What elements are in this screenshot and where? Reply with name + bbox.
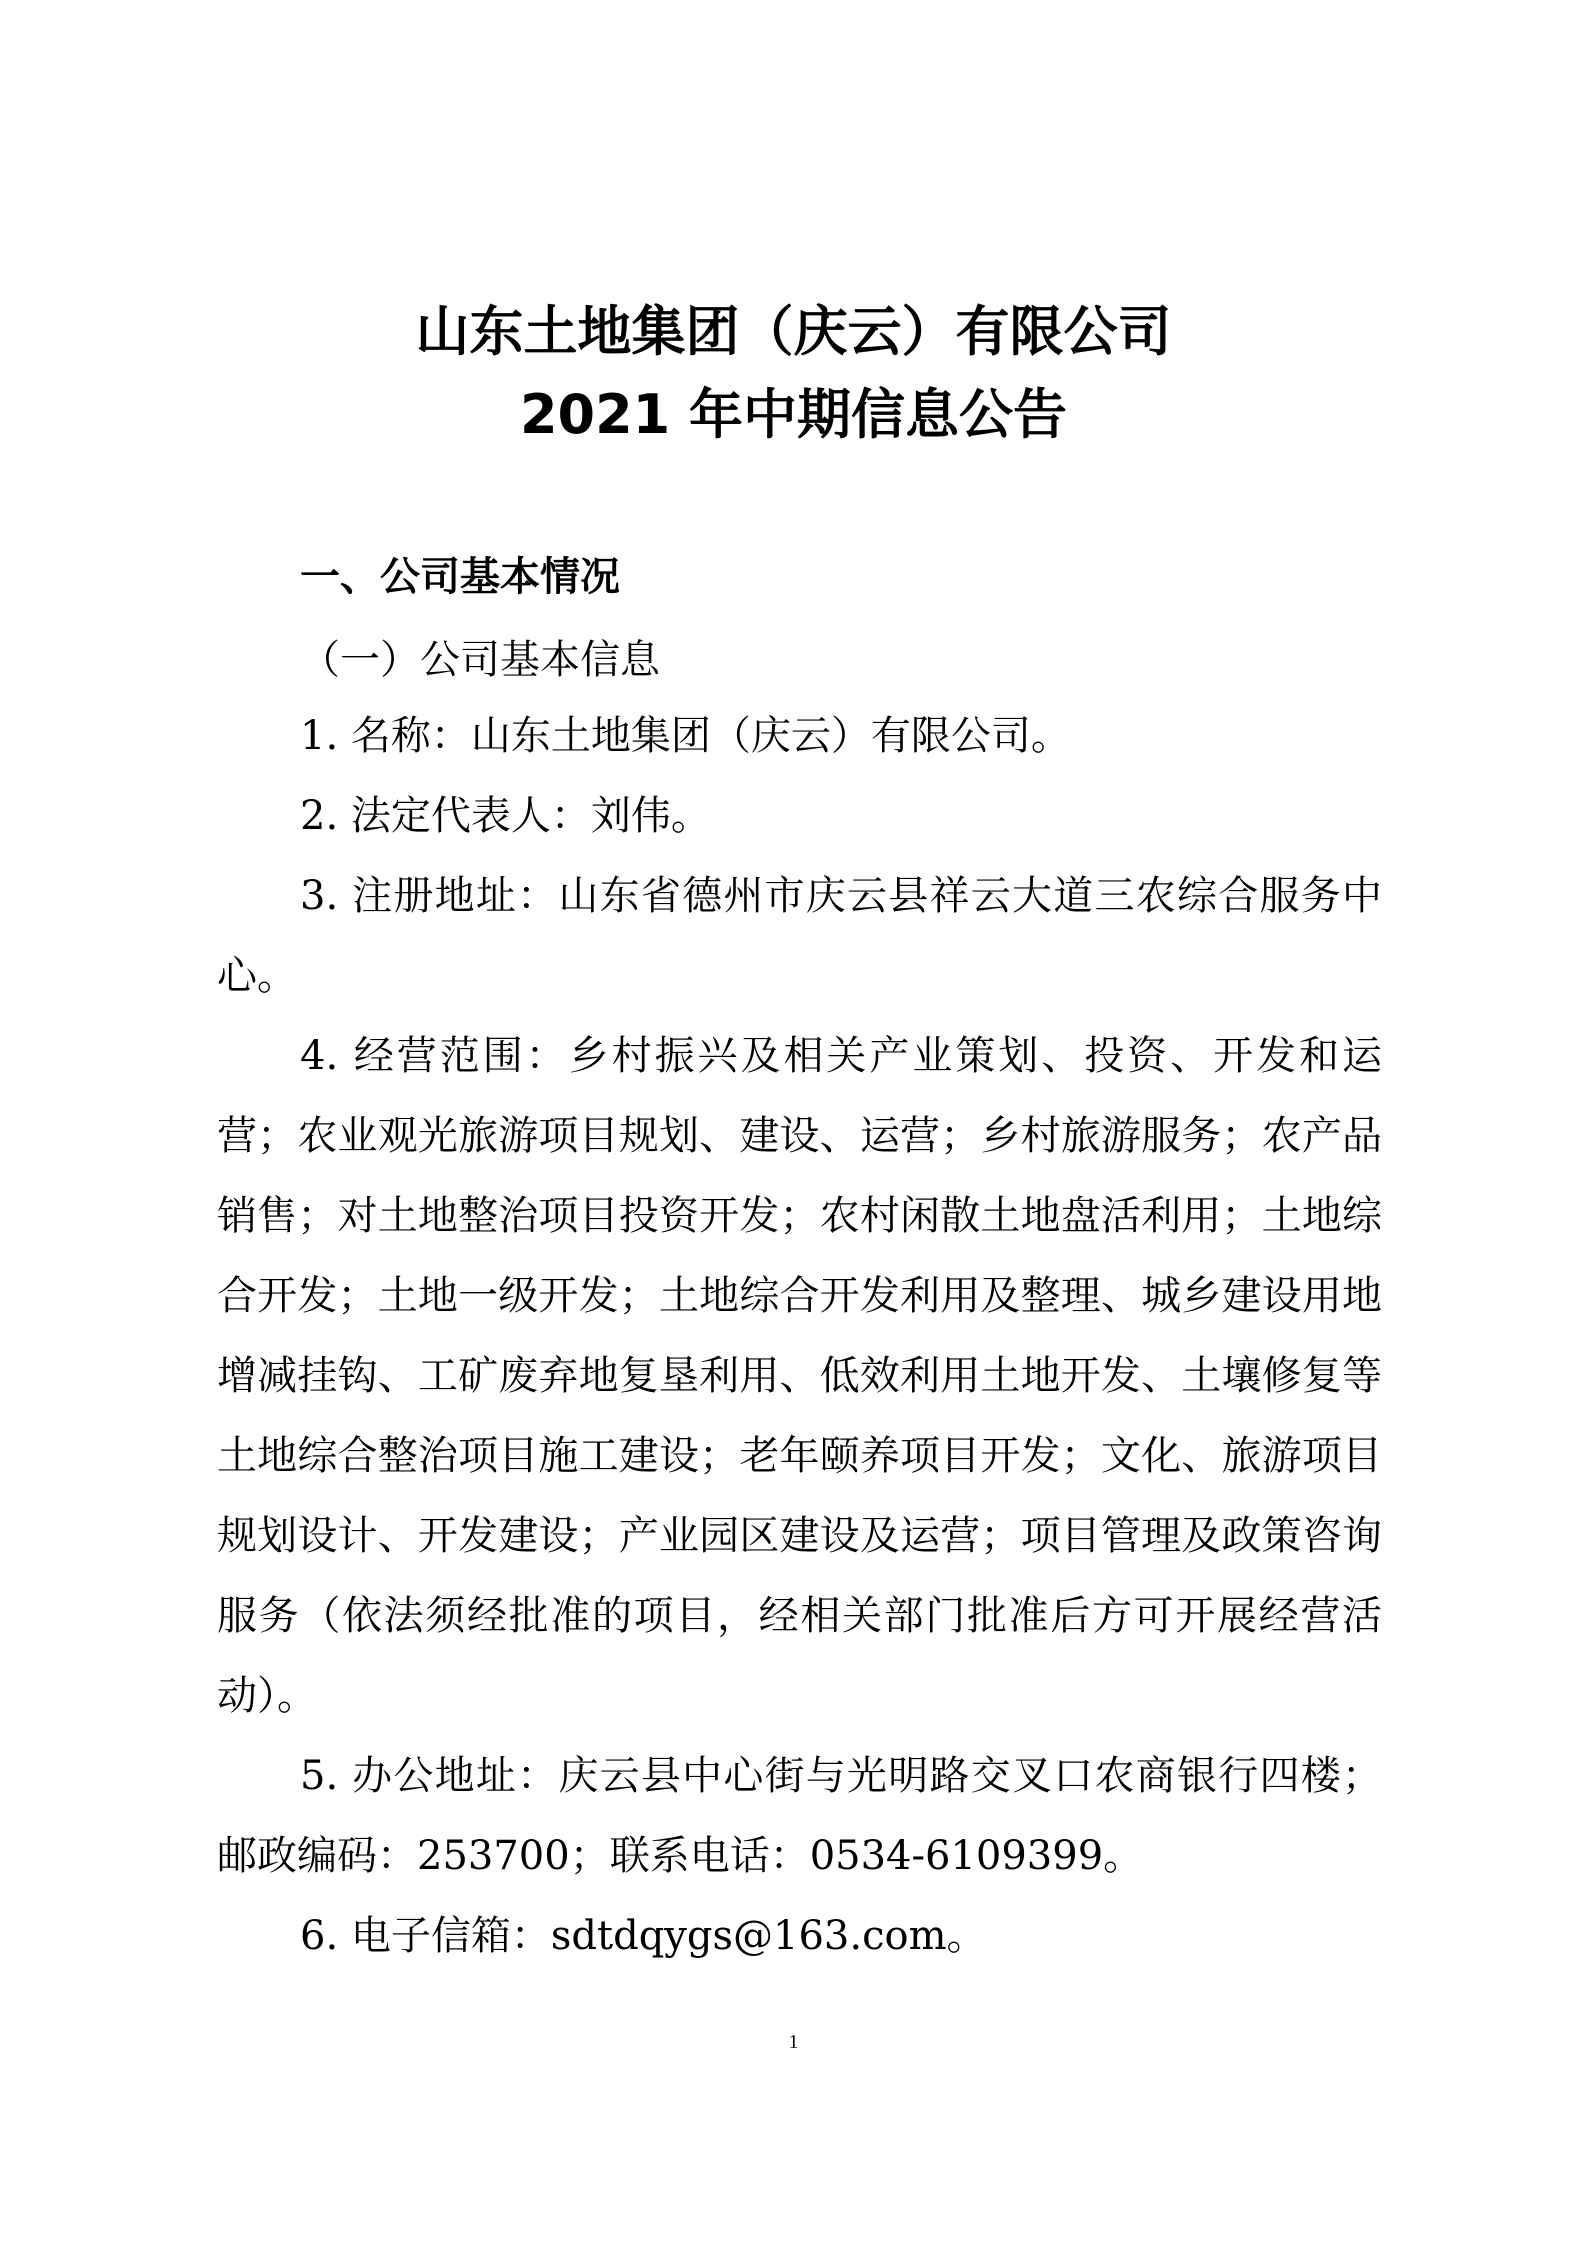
page-number: 1 bbox=[788, 2031, 799, 2053]
section-heading: 一、公司基本情况 bbox=[300, 554, 620, 600]
document-title-line2: 2021 年中期信息公告 bbox=[519, 383, 1068, 446]
subsection-heading: （一）公司基本信息 bbox=[300, 637, 660, 683]
info-item-email: 6. 电子信箱：sdtdqygs@163.com。 bbox=[300, 1913, 987, 1959]
info-item-registered-address: 3. 注册地址：山东省德州市庆云县祥云大道三农综合服务中心。 bbox=[217, 873, 1382, 999]
info-item-office-address: 5. 办公地址：庆云县中心街与光明路交叉口农商银行四楼；邮政编码：253700；联系电话：0534-6109399。 bbox=[217, 1753, 1382, 1879]
document-body bbox=[217, 696, 1382, 1976]
document-title-line1: 山东土地集团（庆云）有限公司 bbox=[415, 300, 1172, 363]
info-item-business-scope: 4. 经营范围：乡村振兴及相关产业策划、投资、开发和运营；农业观光旅游项目规划、建设、运营；乡村旅游服务；农产品销售；对土地整治项目投资开发；农村闲散土地盘活利用；土地综合开发；土地一级开发；土地综合开发利用及整理、城乡建设用地增减挂钩、工矿废弃地复垦利用、低效利用土地开发、土壤修复等土地综合整治项目施工建设；老年颐养项目开发；文化、旅游项目规划设计、开发建设；产业园区建设及运营；项目管理及政策咨询服务（依法须经批准的项目，经相关部门批准后方可开展经营活动）。 bbox=[217, 1033, 1382, 1719]
info-item-name: 1. 名称：山东土地集团（庆云）有限公司。 bbox=[300, 713, 1071, 759]
info-item-legal-representative: 2. 法定代表人：刘伟。 bbox=[300, 793, 711, 839]
